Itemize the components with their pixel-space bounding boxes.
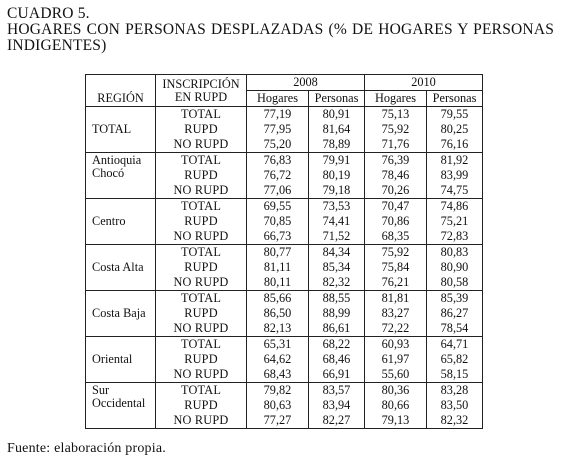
value-cell: 82,27 [309,413,365,429]
region-cell [86,107,156,153]
value-cell: 80,19 [309,168,365,183]
value-cell: 80,90 [427,260,483,275]
table-row [86,153,483,169]
table-row [86,107,483,123]
value-cell: 55,60 [365,367,427,383]
inscription-cell: RUPD [156,214,247,229]
region-name-line: Centro [92,214,126,228]
value-cell: 85,66 [247,291,309,307]
value-cell: 75,21 [427,214,483,229]
value-cell: 75,13 [365,107,427,123]
value-cell: 64,62 [247,352,309,367]
table-body [86,107,483,429]
header-hogares-2010: Hogares [365,91,427,107]
value-cell: 69,55 [247,199,309,215]
value-cell: 83,57 [309,383,365,399]
value-cell: 83,27 [365,306,427,321]
value-cell: 75,92 [365,122,427,137]
value-cell: 77,06 [247,183,309,199]
value-cell: 82,13 [247,321,309,337]
region-name-line: Antioquia [92,153,142,167]
header-inscripcion-line-1: INSCRIPCIÓN [162,76,240,91]
value-cell: 76,21 [365,275,427,291]
source-note: Fuente: elaboración propia. [7,441,166,456]
value-cell: 77,27 [247,413,309,429]
value-cell: 82,32 [309,275,365,291]
value-cell: 80,36 [365,383,427,399]
region-cell [86,153,156,199]
inscription-cell: RUPD [156,260,247,275]
table-row [86,291,483,307]
region-name-line: Occidental [92,396,146,410]
inscription-cell: NO RUPD [156,183,247,199]
value-cell: 81,64 [309,122,365,137]
value-cell: 72,22 [365,321,427,337]
inscription-cell: RUPD [156,306,247,321]
header-personas-2010: Personas [427,91,483,107]
value-cell: 80,66 [365,398,427,413]
value-cell: 65,82 [427,352,483,367]
caption-label: CUADRO 5. [7,5,90,22]
value-cell: 73,53 [309,199,365,215]
inscription-cell: RUPD [156,168,247,183]
caption-title-line-2: INDIGENTES) [7,37,107,54]
value-cell: 80,77 [247,245,309,261]
value-cell: 78,89 [309,137,365,153]
inscription-cell: RUPD [156,122,247,137]
inscription-cell: NO RUPD [156,413,247,429]
value-cell: 80,91 [309,107,365,123]
value-cell: 88,55 [309,291,365,307]
value-cell: 81,92 [427,153,483,169]
value-cell: 80,83 [427,245,483,261]
inscription-cell: TOTAL [156,153,247,169]
value-cell: 86,61 [309,321,365,337]
region-name-line: Costa Alta [92,260,144,274]
value-cell: 66,91 [309,367,365,383]
region-cell [86,199,156,245]
region-cell [86,245,156,291]
value-cell: 68,35 [365,229,427,245]
value-cell: 66,73 [247,229,309,245]
region-cell [86,383,156,429]
value-cell: 79,55 [427,107,483,123]
value-cell: 80,63 [247,398,309,413]
header-region: REGIÓN [86,75,156,107]
region-name-line: Oriental [92,352,133,366]
value-cell: 85,39 [427,291,483,307]
value-cell: 80,58 [427,275,483,291]
value-cell: 75,92 [365,245,427,261]
value-cell: 86,50 [247,306,309,321]
inscription-cell: NO RUPD [156,137,247,153]
inscription-cell: RUPD [156,398,247,413]
inscription-cell: TOTAL [156,245,247,261]
value-cell: 74,41 [309,214,365,229]
header-inscripcion-line-2: EN RUPD [174,89,228,104]
value-cell: 76,16 [427,137,483,153]
inscription-cell: RUPD [156,352,247,367]
value-cell: 58,15 [427,367,483,383]
value-cell: 68,22 [309,337,365,353]
value-cell: 78,46 [365,168,427,183]
value-cell: 77,95 [247,122,309,137]
table-row [86,383,483,399]
inscription-cell: NO RUPD [156,275,247,291]
value-cell: 70,26 [365,183,427,199]
value-cell: 76,83 [247,153,309,169]
inscription-cell: TOTAL [156,107,247,123]
table-row [86,199,483,215]
value-cell: 74,86 [427,199,483,215]
header-year-2008: 2008 [247,75,365,91]
header-year-2010: 2010 [365,75,483,91]
value-cell: 77,19 [247,107,309,123]
value-cell: 72,83 [427,229,483,245]
value-cell: 71,76 [365,137,427,153]
value-cell: 61,97 [365,352,427,367]
value-cell: 88,99 [309,306,365,321]
value-cell: 60,93 [365,337,427,353]
table-row [86,245,483,261]
inscription-cell: TOTAL [156,337,247,353]
inscription-cell: TOTAL [156,199,247,215]
value-cell: 83,94 [309,398,365,413]
value-cell: 80,25 [427,122,483,137]
table-caption [7,6,554,54]
value-cell: 78,54 [427,321,483,337]
value-cell: 83,28 [427,383,483,399]
header-personas-2008: Personas [309,91,365,107]
value-cell: 68,43 [247,367,309,383]
inscription-cell: NO RUPD [156,229,247,245]
inscription-cell: TOTAL [156,383,247,399]
value-cell: 81,11 [247,260,309,275]
value-cell: 83,99 [427,168,483,183]
value-cell: 76,72 [247,168,309,183]
value-cell: 68,46 [309,352,365,367]
value-cell: 75,20 [247,137,309,153]
header-row-years [86,75,483,91]
header-hogares-2008: Hogares [247,91,309,107]
value-cell: 79,91 [309,153,365,169]
inscription-cell: TOTAL [156,291,247,307]
region-cell [86,337,156,383]
value-cell: 70,85 [247,214,309,229]
value-cell: 70,47 [365,199,427,215]
value-cell: 84,34 [309,245,365,261]
region-cell [86,291,156,337]
value-cell: 76,39 [365,153,427,169]
value-cell: 70,86 [365,214,427,229]
value-cell: 65,31 [247,337,309,353]
header-inscripcion [156,75,247,107]
value-cell: 75,84 [365,260,427,275]
value-cell: 80,11 [247,275,309,291]
inscription-cell: NO RUPD [156,367,247,383]
value-cell: 79,13 [365,413,427,429]
value-cell: 79,82 [247,383,309,399]
region-name-line: Costa Baja [92,306,146,320]
value-cell: 74,75 [427,183,483,199]
table-row [86,337,483,353]
value-cell: 71,52 [309,229,365,245]
region-name-line: Chocó [92,166,125,180]
data-table [85,74,483,429]
value-cell: 83,50 [427,398,483,413]
value-cell: 82,32 [427,413,483,429]
value-cell: 81,81 [365,291,427,307]
caption-title-line-1: HOGARES CON PERSONAS DESPLAZADAS (% DE HOGARES Y PERSONAS [7,21,555,38]
inscription-cell: NO RUPD [156,321,247,337]
value-cell: 64,71 [427,337,483,353]
region-name-line: Sur [92,383,110,397]
value-cell: 86,27 [427,306,483,321]
value-cell: 85,34 [309,260,365,275]
region-name-line: TOTAL [92,122,132,136]
value-cell: 79,18 [309,183,365,199]
